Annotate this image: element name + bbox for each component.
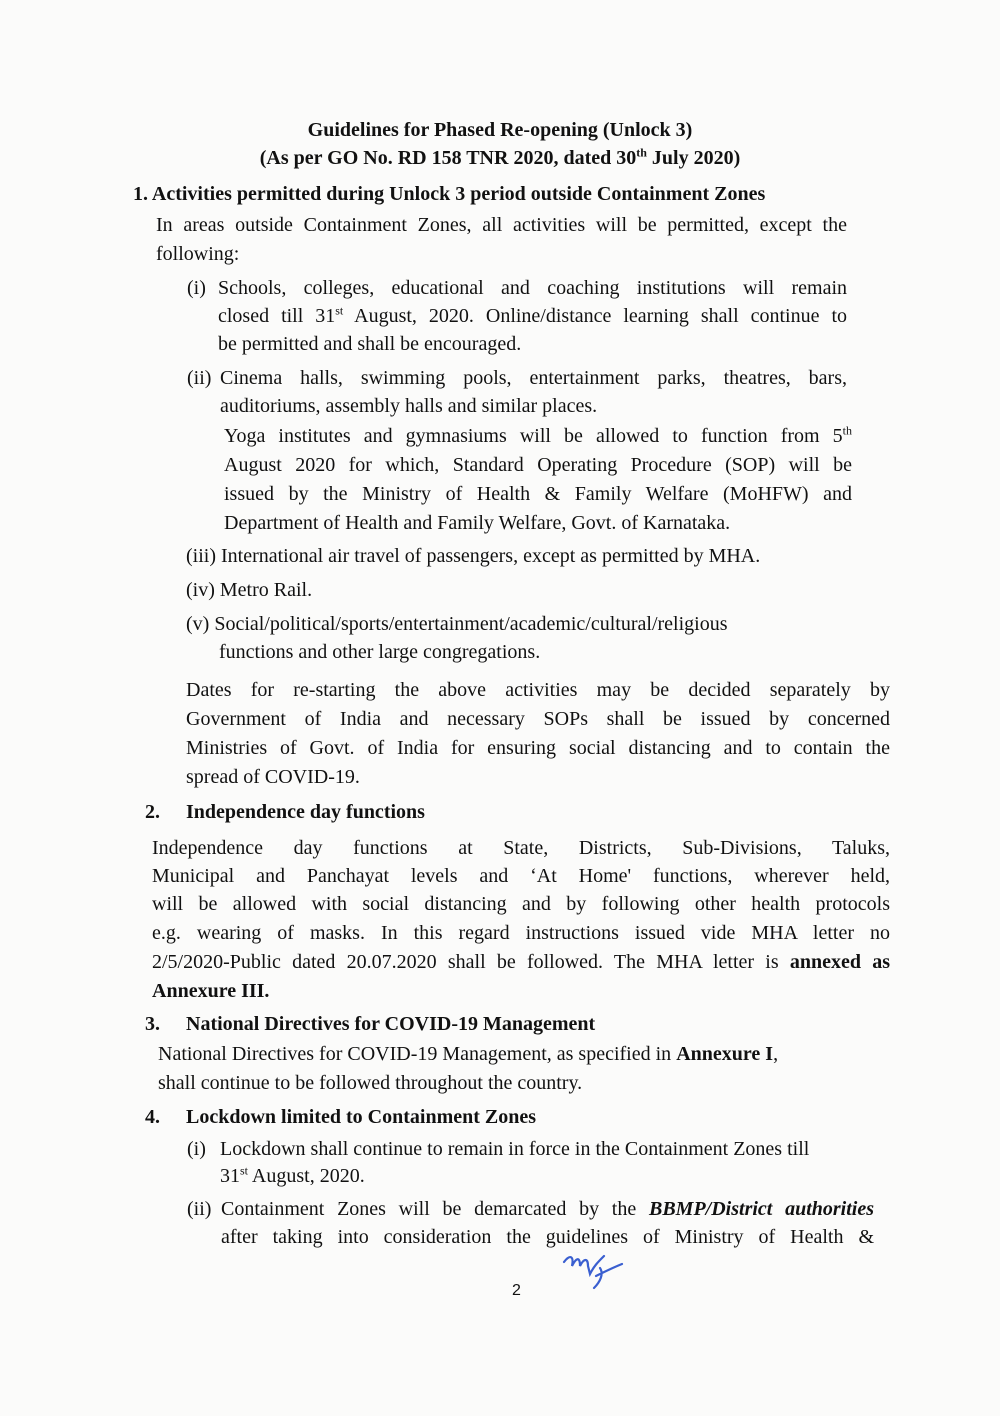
signature xyxy=(560,1252,630,1292)
section-2-text: 2/5/2020-Public dated 20.07.2020 shall be followed. The MHA letter is annexed as xyxy=(152,951,891,973)
yoga-text: Yoga institutes and gymnasiums will be allowed to function from 5th xyxy=(224,423,852,447)
list-item-text: Lockdown shall continue to remain in force in the Containment Zones till xyxy=(220,1138,810,1160)
list-item-text: be permitted and shall be encouraged. xyxy=(218,333,522,355)
list-marker: (ii) xyxy=(187,1198,212,1220)
section-number: 3. xyxy=(145,1013,160,1035)
section-2-text: Independence day functions at State, Districts, Sub-Divisions, Taluks, xyxy=(152,837,890,859)
section-2-text: Annexure III. xyxy=(152,980,270,1002)
title-line-1: Guidelines for Phased Re-opening (Unlock 3) xyxy=(307,119,693,141)
list-item-text: auditoriums, assembly halls and similar places. xyxy=(220,395,598,417)
list-item-text: Cinema halls, swimming pools, entertainment parks, theatres, bars, xyxy=(220,367,847,389)
list-marker: (i) xyxy=(187,1138,206,1160)
section-3-text: National Directives for COVID-19 Management, as specified in Annexure I, xyxy=(158,1043,779,1065)
title-line-2: (As per GO No. RD 158 TNR 2020, dated 30th July 2020) xyxy=(259,145,741,169)
list-marker: (ii) xyxy=(187,367,212,389)
list-item-text: after taking into consideration the guidelines of Ministry of Health & xyxy=(221,1226,874,1248)
dates-paragraph: spread of COVID-19. xyxy=(186,766,360,788)
section-3-heading: National Directives for COVID-19 Management xyxy=(186,1013,596,1035)
section-number: 4. xyxy=(145,1106,160,1128)
section-1-intro: following: xyxy=(156,243,240,265)
dates-paragraph: Government of India and necessary SOPs shall be issued by concerned xyxy=(186,708,890,730)
list-item-text: 31st August, 2020. xyxy=(220,1163,365,1187)
section-2-text: Municipal and Panchayat levels and ‘At Home' functions, wherever held, xyxy=(152,865,890,887)
section-4-heading: Lockdown limited to Containment Zones xyxy=(186,1106,537,1128)
yoga-text: August 2020 for which, Standard Operating Procedure (SOP) will be xyxy=(224,454,852,476)
page-number: 2 xyxy=(512,1282,521,1299)
section-2-text: will be allowed with social distancing and by following other health protocols xyxy=(152,893,890,915)
list-item-text: (iii) International air travel of passengers, except as permitted by MHA. xyxy=(186,545,761,567)
list-marker: (i) xyxy=(187,277,206,299)
section-number: 2. xyxy=(145,801,160,823)
section-1-intro: In areas outside Containment Zones, all activities will be permitted, except the xyxy=(156,214,847,236)
section-2-heading: Independence day functions xyxy=(186,801,425,823)
section-1-heading: 1. Activities permitted during Unlock 3 period outside Containment Zones xyxy=(133,183,766,205)
yoga-text: Department of Health and Family Welfare, Govt. of Karnataka. xyxy=(224,512,731,534)
dates-paragraph: Dates for re-starting the above activities may be decided separately by xyxy=(186,679,890,701)
yoga-text: issued by the Ministry of Health & Family Welfare (MoHFW) and xyxy=(224,483,852,505)
section-3-text: shall continue to be followed throughout the country. xyxy=(158,1072,583,1094)
list-item-text: Schools, colleges, educational and coaching institutions will remain xyxy=(218,277,847,299)
list-item-text: (v) Social/political/sports/entertainment/academic/cultural/religious xyxy=(186,613,728,635)
dates-paragraph: Ministries of Govt. of India for ensuring social distancing and to contain the xyxy=(186,737,890,759)
list-item-text: Containment Zones will be demarcated by the BBMP/District authorities xyxy=(221,1198,875,1220)
list-item-text: (iv) Metro Rail. xyxy=(186,579,313,601)
list-item-text: functions and other large congregations. xyxy=(219,641,541,663)
list-item-text: closed till 31st August, 2020. Online/distance learning shall continue to xyxy=(218,303,847,327)
section-2-text: e.g. wearing of masks. In this regard instructions issued vide MHA letter no xyxy=(152,922,890,944)
